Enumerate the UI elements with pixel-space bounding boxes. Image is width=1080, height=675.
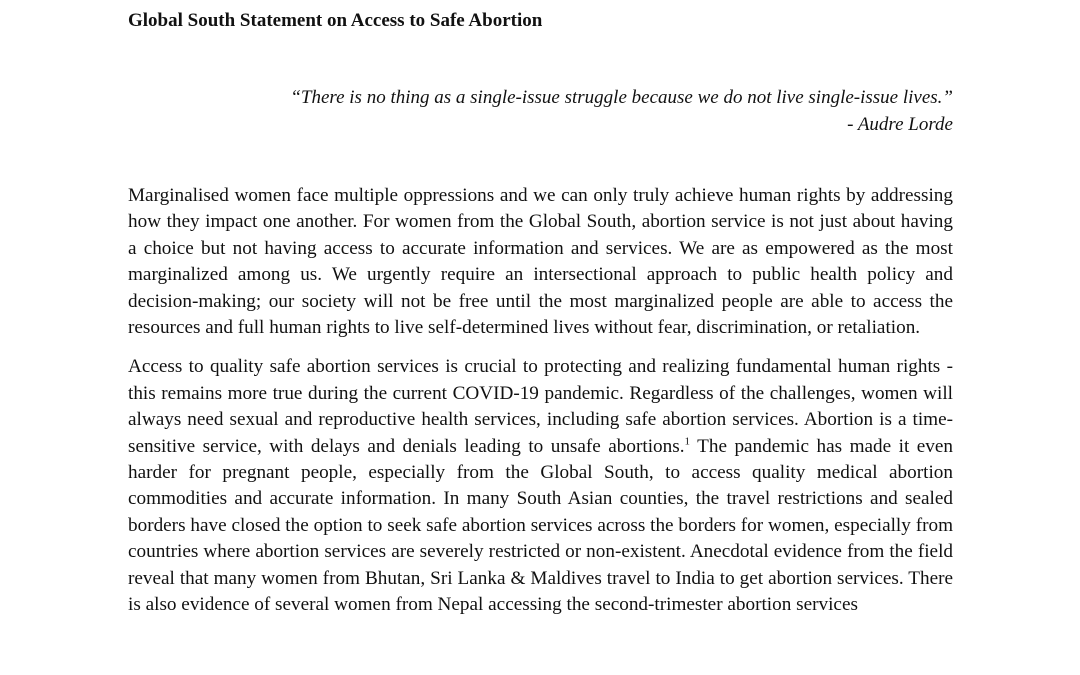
document-title: Global South Statement on Access to Safe Abortion [128, 10, 543, 31]
quote-attribution: - Audre Lorde [847, 114, 953, 135]
body-paragraph-1: Marginalised women face multiple oppressions and we can only truly achieve human rights by addressing how they impact one another. For women from the Global South, abortion service is not just about having a choice but not having access to accurate information and services. We are as empowered as the most marginalized among us. We urgently require an intersectional approach to public health policy and decision-making; our society will not be free until the most marginalized people are able to access the resources and full human rights to live self-determined lives without fear, discrimination, or retaliation. [128, 185, 953, 339]
body-paragraph-2 [128, 354, 953, 618]
footnote-marker[interactable]: 1 [684, 435, 690, 448]
document-page [128, 8, 953, 619]
quote-text: “There is no thing as a single-issue struggle because we do not live single-issue lives.” [290, 87, 953, 108]
epigraph-quote [128, 84, 953, 138]
paragraph-2-text-end: The pandemic has made it even harder for pregnant people, especially from the Global South, to access quality medical abortion commodities and accurate information. In many South Asian counties, the travel restrictions and sealed borders have closed the option to seek safe abortion services across the borders for women, especially from countries where abortion services are severely restricted or non-existent. Anecdotal evidence from the field reveal that many women from Bhutan, Sri Lanka & Maldives travel to India to get abortion services. There is also evidence of several women from Nepal accessing the second-trimester abortion services [128, 435, 953, 616]
paragraph-2-text-start: Access to quality safe abortion services is crucial to protecting and realizing fundamental human rights - this remains more true during the current COVID-19 pandemic. Regardless of the challenges, women will always need sexual and reproductive health services, including safe abortion services. Abortion is a time-sensitive service, with delays and denials leading to unsafe abortions. [128, 356, 953, 457]
